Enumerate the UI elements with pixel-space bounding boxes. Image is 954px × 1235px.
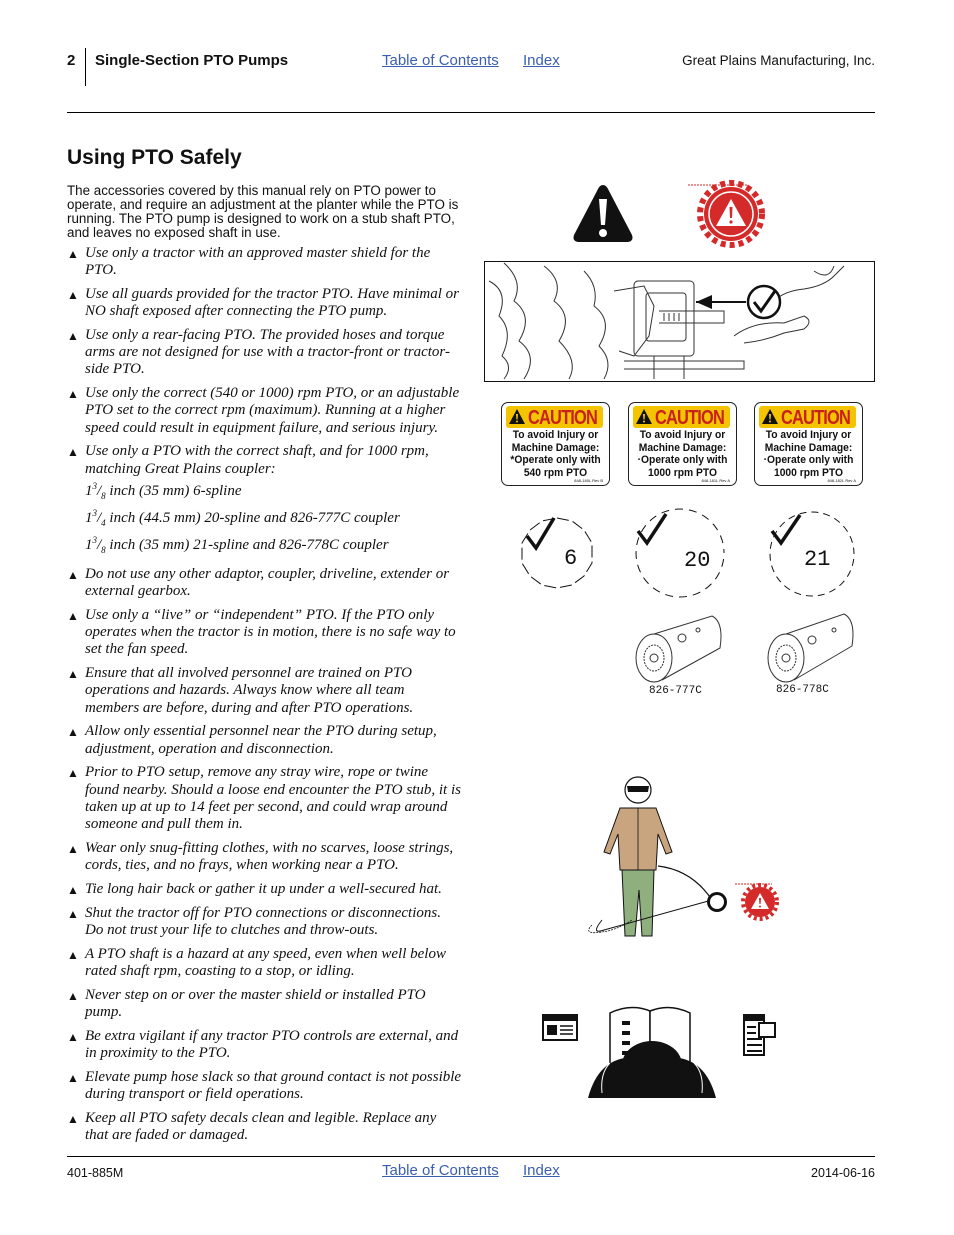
triangle-bullet-icon: ▲ — [67, 667, 79, 682]
list-item: ▲ Allow only essential personnel near the PTO during setup, adjustment, operation and disconnection. — [67, 723, 437, 757]
hazard-gear-icon — [688, 182, 768, 244]
caution-decal-1000 — [628, 402, 737, 486]
triangle-bullet-icon: ▲ — [67, 882, 79, 897]
triangle-bullet-icon: ▲ — [67, 725, 79, 740]
caution-decal-1000-b — [754, 402, 863, 486]
decal-text: To avoid Injury or Machine Damage: ·Operate only with 1000 rpm PTO — [637, 429, 728, 479]
list-item: ▲ Use only a tractor with an approved master shield for the PTO. — [67, 245, 431, 279]
decal-text: To avoid Injury or Machine Damage: ·Operate only with 1000 rpm PTO — [763, 429, 854, 479]
header-rule — [67, 112, 875, 113]
revision-date: 2014-06-16 — [811, 1166, 875, 1180]
triangle-bullet-icon: ▲ — [67, 841, 79, 856]
reader-icon — [540, 1003, 785, 1103]
spline-gear-6 — [512, 508, 602, 598]
coupler-826-777c-icon — [632, 608, 728, 688]
decal-part-number: 848-182L Rev A — [827, 478, 856, 483]
list-item: ▲ Be extra vigilant if any tractor PTO controls are external, and in proximity to the PTO. — [67, 1027, 459, 1061]
triangle-bullet-icon: ▲ — [67, 1111, 79, 1126]
manual-icon — [543, 1015, 577, 1040]
spline-gear-20 — [626, 506, 734, 600]
footer-rule — [67, 1156, 875, 1157]
list-item: ▲ Use all guards provided for the tractor PTO. Have minimal or NO shaft exposed after connecting the PTO pump. — [67, 286, 460, 320]
triangle-bullet-icon: ▲ — [67, 947, 79, 962]
spline-count-label: 6 — [564, 546, 578, 571]
footer-toc-link[interactable]: Table of Contents — [382, 1162, 499, 1179]
triangle-bullet-icon: ▲ — [67, 288, 79, 302]
warning-triangle-icon — [572, 183, 634, 245]
triangle-bullet-icon: ▲ — [67, 329, 79, 343]
warning-triangle-icon — [761, 408, 779, 425]
coupler-part-label: 826-777C — [649, 685, 702, 697]
warning-triangle-icon — [635, 408, 653, 425]
list-item: ▲ Ensure that all involved personnel are trained on PTO operations and hazards. Always know where all team members are before, during and after PTO operations. — [67, 665, 414, 716]
warning-triangle-icon — [508, 408, 526, 425]
list-item: ▲ Wear only snug-fitting clothes, with no scarves, loose strings, cords, ties, and no frays, when working near a PTO. — [67, 839, 454, 874]
decal-part-number: 848-181L Rev A — [701, 478, 730, 483]
list-item: ▲ Use only a rear-facing PTO. The provided hoses and torque arms are not designed for use with a tractor-front or tractor-side PTO. — [67, 327, 450, 378]
triangle-bullet-icon: ▲ — [67, 609, 79, 624]
list-item: ▲ Never step on or over the master shield or installed PTO pump. — [67, 986, 426, 1020]
list-item: ▲ Use only a PTO with the correct shaft, and for 1000 rpm, matching Great Plains coupler: $1^3/_8$ inch (35 mm) 6-spline $1^3/_4$ inch (44.5 mm) 20-spline and 826-777C coupler $1^3/_8$ inch (35 mm) 21-spline and 826-778C coupler — [67, 443, 462, 559]
section-title: Single-Section PTO Pumps — [95, 52, 289, 69]
caution-decal-540 — [501, 402, 610, 486]
triangle-bullet-icon: ▲ — [67, 445, 79, 460]
page-heading: Using PTO Safely — [67, 146, 242, 169]
header-divider — [85, 48, 86, 86]
coupler-part-label: 826-778C — [776, 684, 829, 696]
footer-index-link[interactable]: Index — [523, 1162, 560, 1179]
caution-band: CAUTION — [633, 406, 730, 428]
company-name: Great Plains Manufacturing, Inc. — [682, 53, 875, 68]
caution-band: CAUTION — [506, 406, 603, 428]
coupler-826-778c-icon — [764, 608, 860, 688]
triangle-bullet-icon: ▲ — [67, 247, 79, 261]
list-item: ▲ Elevate pump hose slack so that ground contact is not possible during transport or field operations. — [67, 1068, 462, 1102]
decal-text: To avoid Injury or Machine Damage: *Operate only with 540 rpm PTO — [510, 429, 601, 479]
list-item: ▲ Shut the tractor off for PTO connections or disconnections. Do not trust your life to clutches and throw-outs. — [67, 904, 441, 938]
triangle-bullet-icon: ▲ — [67, 906, 79, 921]
page-number: 2 — [67, 52, 76, 69]
spline-gear-21 — [764, 507, 860, 601]
triangle-bullet-icon: ▲ — [67, 766, 79, 781]
pto-shield-illustration — [484, 261, 876, 383]
caution-band: CAUTION — [759, 406, 856, 428]
doc-number: 401-885M — [67, 1166, 124, 1180]
header-toc-link[interactable]: Table of Contents — [382, 52, 499, 69]
triangle-bullet-icon: ▲ — [67, 988, 79, 1003]
triangle-bullet-icon: ▲ — [67, 568, 79, 583]
triangle-bullet-icon: ▲ — [67, 1029, 79, 1044]
list-item: ▲ Prior to PTO setup, remove any stray wire, rope or twine found nearby. Should a loose end encounter the PTO stub, it is taken up at up to 14 feet per second, and could wrap around someone and pull them in. — [67, 764, 461, 833]
list-item: ▲ Use only a “live” or “independent” PTO. If the PTO only operates when the tractor is in motion, there is no safe way to set the fan speed. — [67, 607, 456, 658]
coupler-spec: $1^3/_8$ inch (35 mm) 6-spline — [85, 480, 242, 501]
coupler-spec: $1^3/_4$ inch (44.5 mm) 20-spline and 826-777C coupler — [85, 508, 400, 529]
triangle-bullet-icon: ▲ — [67, 1070, 79, 1085]
list-item: ▲ Tie long hair back or gather it up under a well-secured hat. — [67, 881, 462, 898]
list-item: ▲ Do not use any other adaptor, coupler, driveline, extender or external gearbox. — [67, 566, 450, 600]
list-item: ▲ Keep all PTO safety decals clean and legible. Replace any that are faded or damaged. — [67, 1109, 437, 1143]
manual-icon — [744, 1015, 775, 1055]
header-index-link[interactable]: Index — [523, 52, 560, 69]
list-item: ▲ A PTO shaft is a hazard at any speed, even when well below rated shaft rpm, coasting to a stop, or idling. — [67, 945, 446, 979]
safety-list — [67, 245, 462, 1151]
list-item: ▲ Use only the correct (540 or 1000) rpm PTO, or an adjustable PTO set to the correct rpm (maximum). Running at a higher speed could result in equipment failure, and serious injury. — [67, 385, 460, 436]
triangle-bullet-icon: ▲ — [67, 387, 79, 402]
decal-part-number: 848-180L Rev B — [574, 478, 603, 483]
coupler-spec: $1^3/_8$ inch (35 mm) 21-spline and 826-778C coupler — [85, 535, 389, 556]
spline-count-label: 21 — [804, 547, 831, 572]
intro-paragraph: The accessories covered by this manual rely on PTO power to operate, and require an adjustment at the planter while the PTO is running. The PTO pump is designed to work on a stub shaft PTO, and leaves no exposed shaft in use. — [67, 183, 459, 240]
spline-count-label: 20 — [684, 548, 711, 573]
person-entanglement-illustration — [572, 770, 792, 942]
